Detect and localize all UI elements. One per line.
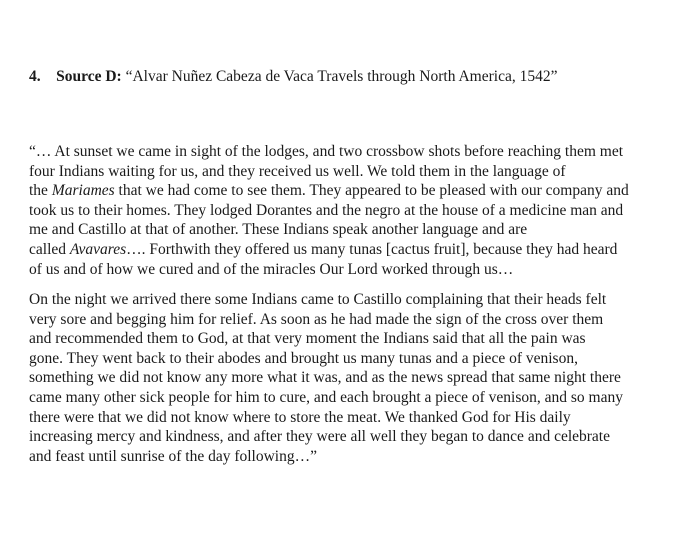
source-label: Source D: <box>56 68 122 85</box>
text-line: and recommended them to God, at that very moment the Indians said that all the pain was <box>29 330 586 348</box>
text-line: took us to their homes. They lodged Dorantes and the negro at the house of a medicine man and <box>29 201 624 219</box>
quote-paragraph-1 <box>29 142 669 279</box>
text-line: gone. They went back to their abodes and brought us many tunas and a piece of venison, <box>29 349 578 367</box>
text-line: me and Castillo at that of another. These Indians speak another language and are <box>29 221 528 239</box>
text-line: “… At sunset we came in sight of the lodges, and two crossbow shots before reaching them met <box>29 143 624 160</box>
text-line: something we did not know any more what it was, and as the news spread that same night there <box>29 369 621 387</box>
tribe-name-mariames: Mariames <box>51 182 115 200</box>
text-line: came many other sick people for him to cure, and each brought a piece of venison, and so many <box>29 388 623 406</box>
text-line: increasing mercy and kindness, and after they were all well they began to dance and celebrate <box>29 428 610 446</box>
text-line: On the night we arrived there some Indians came to Castillo complaining that their heads felt <box>29 291 607 308</box>
text-line: and feast until sunrise of the day following…” <box>29 447 317 465</box>
text-line: of us and of how we cured and of the miracles Our Lord worked through us… <box>29 260 514 278</box>
quote-paragraph-2 <box>29 290 669 466</box>
source-title: “Alvar Nuñez Cabeza de Vaca Travels through North America, 1542” <box>125 68 558 85</box>
question-number: 4. <box>29 68 41 85</box>
text-line: four Indians waiting for us, and they received us well. We told them in the language of <box>29 162 566 180</box>
text-line: called Avavares…. Forthwith they offered us many tunas [cactus fruit], because they had heard <box>29 240 618 258</box>
text-line: there were that we did not know where to store the meat. We thanked God for His daily <box>29 408 571 426</box>
text-line: very sore and begging him for relief. As soon as he had made the sign of the cross over them <box>29 310 604 328</box>
tribe-name-avavares: Avavares <box>69 240 127 258</box>
source-heading <box>29 67 557 87</box>
text-line: the Mariames that we had come to see them. They appeared to be pleased with our company and <box>29 182 629 200</box>
